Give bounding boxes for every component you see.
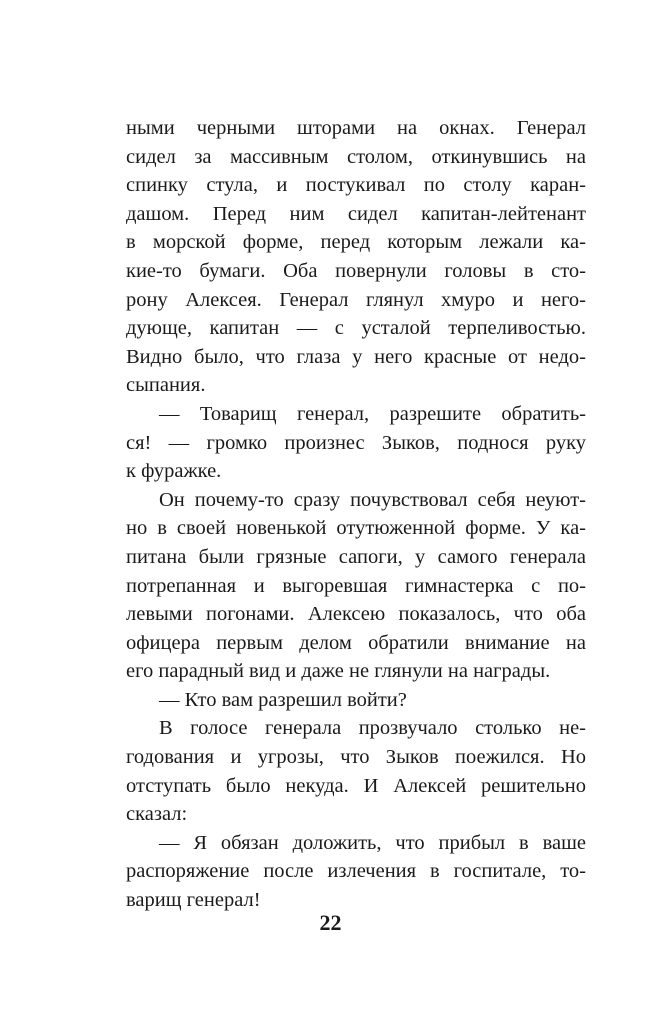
text-line: но в своей новенькой отутюженной форме. У ка- — [126, 517, 586, 540]
text-line: годования и угрозы, что Зыков поежился. Но — [126, 746, 586, 769]
text-line: кие-то бумаги. Оба повернули головы в сто- — [126, 259, 586, 282]
text-line: распоряжение после излечения в госпитале, то- — [126, 860, 586, 883]
text-line: — Я обязан доложить, что прибыл в ваше — [159, 831, 586, 854]
text-line: питана были грязные сапоги, у самого генерала — [126, 545, 586, 568]
text-line: В голосе генерала прозвучало столько не- — [159, 717, 586, 740]
text-line: — Кто вам разрешил войти? — [159, 688, 407, 711]
text-line: сидел за массивным столом, откинувшись на — [126, 145, 586, 168]
text-line: спинку стула, и постукивал по столу каран- — [126, 174, 586, 197]
text-line: отступать было некуда. И Алексей решительно — [126, 774, 586, 797]
text-line: к фуражке. — [126, 460, 222, 483]
text-line: левыми погонами. Алексею показалось, что оба — [126, 603, 586, 626]
text-line: офицера первым делом обратили внимание на — [126, 631, 586, 654]
text-line: его парадный вид и даже не глянули на награды. — [126, 660, 551, 683]
text-line: Видно было, что глаза у него красные от недо- — [126, 345, 586, 368]
text-line: сыпания. — [126, 374, 206, 397]
text-line: сказал: — [126, 803, 188, 826]
text-line: дашом. Перед ним сидел капитан-лейтенант — [126, 202, 586, 225]
text-line: рону Алексея. Генерал глянул хмуро и него- — [126, 288, 586, 311]
text-line: ными черными шторами на окнах. Генерал — [126, 117, 586, 139]
page-number: 22 — [319, 910, 342, 935]
text-line: — Товарищ генерал, разрешите обратить- — [159, 402, 586, 425]
text-line: ся! — громко произнес Зыков, поднося руку — [126, 431, 586, 454]
text-line: варищ генерал! — [126, 889, 261, 912]
body-text — [126, 114, 586, 915]
text-line: Он почему-то сразу почувствовал себя неуют- — [159, 488, 586, 511]
text-line: потрепанная и выгоревшая гимнастерка с по- — [126, 574, 586, 597]
text-line: в морской форме, перед которым лежали ка- — [126, 231, 586, 254]
text-line: дующе, капитан — с усталой терпеливостью. — [126, 317, 586, 340]
